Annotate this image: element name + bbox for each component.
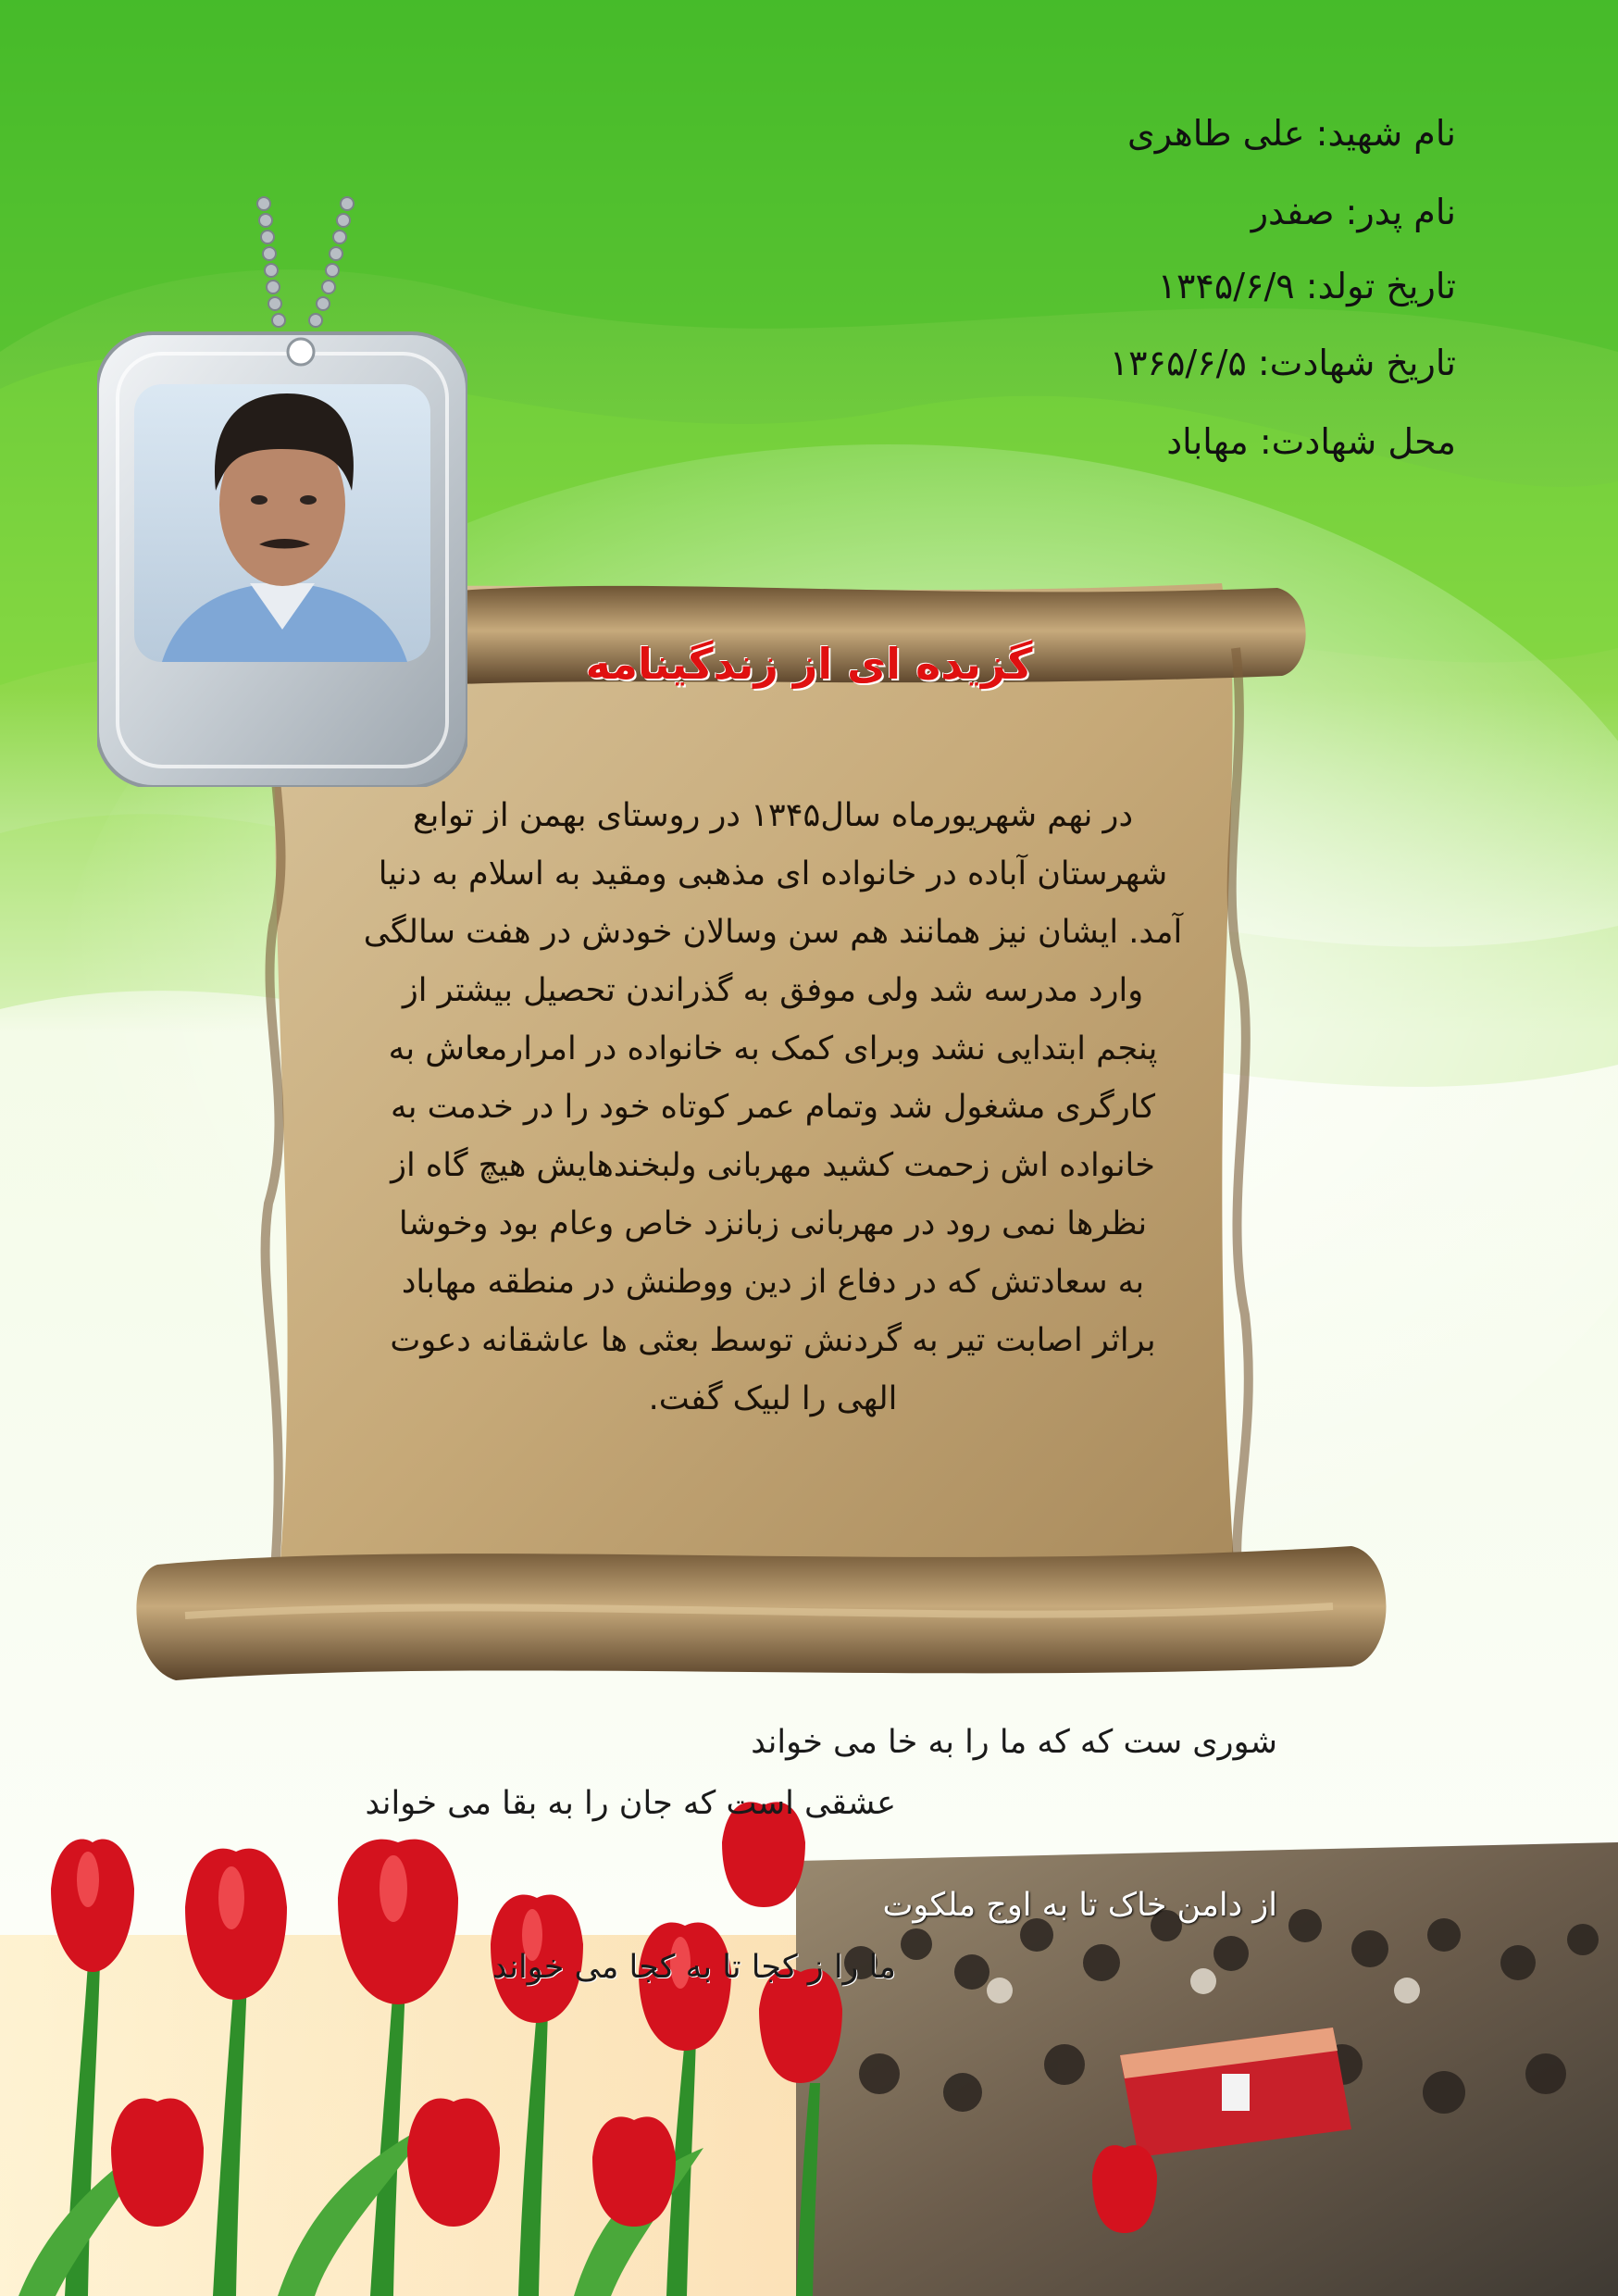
birth-date: تاریخ تولد: ۱۳۴۵/۶/۹: [1157, 266, 1456, 306]
bio-line: آمد. ایشان نیز همانند هم سن وسالان خودش در هفت سالگی: [363, 914, 1183, 951]
bio-line: خانواده اش زحمت کشید مهربانی ولبخندهایش هیچ گاه از: [391, 1147, 1155, 1184]
biography-text: [305, 787, 1240, 1429]
bio-line: کارگری مشغول شد وتمام عمر کوتاه خود را در خدمت به: [390, 1089, 1156, 1126]
martyr-name: نام شهید: علی طاهری: [1127, 113, 1456, 154]
bio-line: وارد مدرسه شد ولی موفق به گذراندن تحصیل بیشتر از: [402, 972, 1144, 1009]
bio-line: شهرستان آباده در خانواده ای مذهبی ومقید به اسلام به دنیا: [378, 855, 1168, 892]
bio-line: براثر اصابت تیر به گردنش توسط بعثی ها عاشقانه دعوت: [390, 1322, 1156, 1359]
martyrdom-place: محل شهادت: مهاباد: [1166, 421, 1456, 462]
poem-line-2: عشقی است که جان را به بقا می خواند: [365, 1785, 896, 1822]
poem-line-4: ما را ز کجا تا به کجا می خواند: [492, 1949, 896, 1986]
bio-line: به سعادتش که در دفاع از دین ووطنش در منطقه مهاباد: [401, 1264, 1145, 1301]
martyrdom-date: تاریخ شهادت: ۱۳۶۵/۶/۵: [1109, 343, 1456, 383]
dog-tag-portrait: [97, 194, 467, 787]
bio-line: پنجم ابتدایی نشد وبرای کمک به خانواده در امرارمعاش به: [388, 1030, 1158, 1067]
bio-line: در نهم شهریورماه سال۱۳۴۵ در روستای بهمن از توابع: [412, 797, 1134, 834]
bio-line: الهی را لبیک گفت.: [648, 1380, 898, 1417]
bio-line: نظرها نمی رود در مهربانی زبانزد خاص وعام بود وخوشا: [398, 1205, 1148, 1242]
father-name: نام پدر: صفدر: [1251, 192, 1456, 232]
poem-line-1: شوری ست که که ما را به خا می خواند: [751, 1724, 1277, 1761]
biography-title: گزیده ای از زندگینامه: [585, 639, 1033, 689]
poem-line-3: از دامن خاک تا به اوج ملکوت: [882, 1887, 1277, 1924]
